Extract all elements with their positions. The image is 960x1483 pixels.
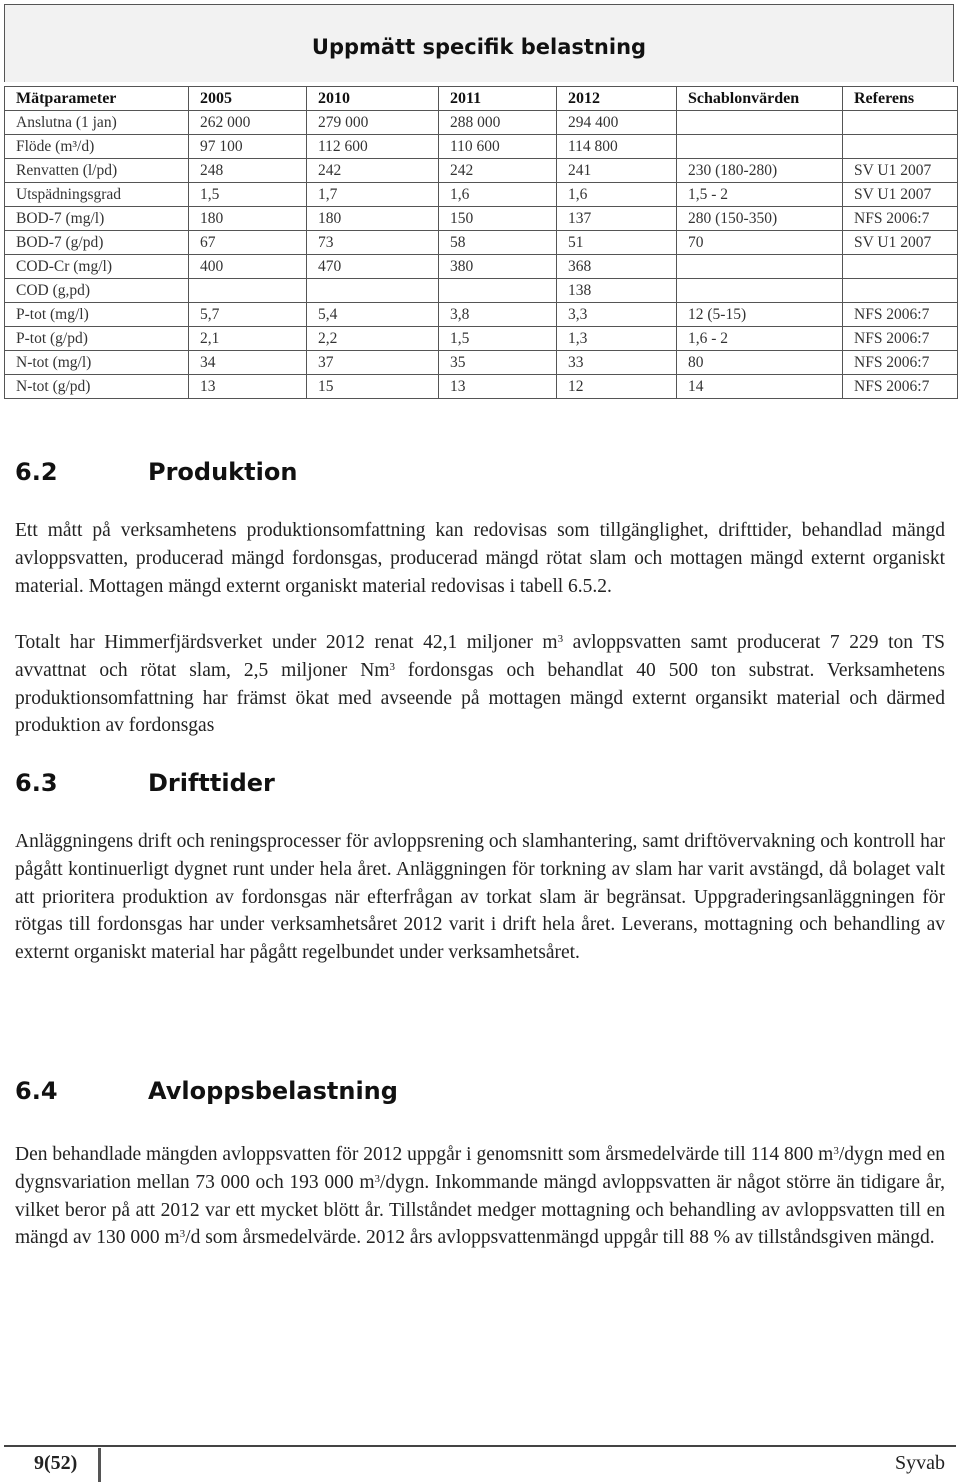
table-cell: 3,8 (439, 303, 557, 327)
table-cell: 5,4 (307, 303, 439, 327)
text-run: /d som årsmedelvärde. 2012 års avloppsvattenmängd uppgår till 88 % av tillståndsgiven mängd. (185, 1227, 935, 1249)
table-cell: 97 100 (189, 135, 307, 159)
table-cell: NFS 2006:7 (843, 327, 958, 351)
section-6-3-heading (15, 769, 275, 797)
section-number: 6.2 (15, 458, 58, 486)
table-cell: 294 400 (557, 111, 677, 135)
table-cell: BOD-7 (g/pd) (5, 231, 189, 255)
table-row (5, 351, 958, 375)
table-row (5, 303, 958, 327)
table-row (5, 135, 958, 159)
table-cell: 248 (189, 159, 307, 183)
table-cell: 400 (189, 255, 307, 279)
table-cell: 1,5 (439, 327, 557, 351)
table-cell: 5,7 (189, 303, 307, 327)
text-run: Totalt har Himmerfjärdsverket under 2012 renat 42,1 miljoner m (15, 632, 558, 653)
table-cell: 14 (677, 375, 843, 399)
table-cell: 13 (189, 375, 307, 399)
table-cell: 51 (557, 231, 677, 255)
column-header: 2005 (189, 87, 307, 111)
table-cell (677, 135, 843, 159)
table-cell: 114 800 (557, 135, 677, 159)
specific-load-table (4, 86, 958, 399)
table-cell: NFS 2006:7 (843, 303, 958, 327)
table-header-row (5, 87, 958, 111)
table-cell: 1,5 (189, 183, 307, 207)
table-body (5, 111, 958, 399)
table-cell: 1,7 (307, 183, 439, 207)
table-row (5, 279, 958, 303)
column-header: 2012 (557, 87, 677, 111)
section-title: Produktion (148, 458, 298, 486)
table-cell: 15 (307, 375, 439, 399)
table-cell: BOD-7 (mg/l) (5, 207, 189, 231)
table-cell: NFS 2006:7 (843, 351, 958, 375)
column-header: Schablonvärden (677, 87, 843, 111)
table-row (5, 159, 958, 183)
table-row (5, 255, 958, 279)
column-header: Referens (843, 87, 958, 111)
table-cell: 3,3 (557, 303, 677, 327)
superscript: 3 (374, 1172, 380, 1185)
section-title: Avloppsbelastning (148, 1077, 398, 1105)
table-cell (677, 279, 843, 303)
table-row (5, 375, 958, 399)
table-cell: 1,3 (557, 327, 677, 351)
table-cell: 70 (677, 231, 843, 255)
superscript: 3 (179, 1228, 186, 1241)
table-row (5, 207, 958, 231)
section-6-4-heading (15, 1077, 398, 1105)
table-cell: COD (g,pd) (5, 279, 189, 303)
section-6-2-heading (15, 458, 297, 486)
table-cell: 150 (439, 207, 557, 231)
table-cell: 138 (557, 279, 677, 303)
table-row (5, 327, 958, 351)
table-cell: 13 (439, 375, 557, 399)
table-cell: COD-Cr (mg/l) (5, 255, 189, 279)
table-cell: 180 (307, 207, 439, 231)
table-cell (843, 279, 958, 303)
text-run: /dygn. Inkommande mängd avloppsvatten är något större än tidigare år, vilket beror på att 2012 var ett mycket blött år. Tillståndet medger mottagning och behandling av avloppsvatten till en mängd av 130 000 m (15, 1171, 945, 1249)
table-cell: 112 600 (307, 135, 439, 159)
table-row (5, 183, 958, 207)
table-cell: NFS 2006:7 (843, 207, 958, 231)
column-header: 2011 (439, 87, 557, 111)
table-cell: Utspädningsgrad (5, 183, 189, 207)
table-cell: 1,6 (439, 183, 557, 207)
section-6-2-paragraph-2 (15, 629, 945, 740)
table-cell: SV U1 2007 (843, 231, 958, 255)
footer-divider (98, 1448, 101, 1482)
table-cell: 80 (677, 351, 843, 375)
table-cell: NFS 2006:7 (843, 375, 958, 399)
company-name: Syvab (895, 1452, 945, 1474)
column-header: 2010 (307, 87, 439, 111)
table-cell: Flöde (m³/d) (5, 135, 189, 159)
page-number: 9(52) (34, 1452, 78, 1474)
table-cell: 380 (439, 255, 557, 279)
table-cell (843, 255, 958, 279)
section-number: 6.4 (15, 1077, 58, 1105)
table-title: Uppmätt specifik belastning (311, 35, 647, 59)
table-cell: 280 (150-350) (677, 207, 843, 231)
section-number: 6.3 (15, 769, 58, 797)
table-cell: Renvatten (l/pd) (5, 159, 189, 183)
table-cell: 242 (307, 159, 439, 183)
table-cell: 67 (189, 231, 307, 255)
table-cell: P-tot (g/pd) (5, 327, 189, 351)
table-cell: 37 (307, 351, 439, 375)
table-cell: 470 (307, 255, 439, 279)
table-cell: 1,6 - 2 (677, 327, 843, 351)
table-cell (843, 135, 958, 159)
column-header: Mätparameter (5, 87, 189, 111)
table-cell (843, 111, 958, 135)
table-cell: 230 (180-280) (677, 159, 843, 183)
table-cell: P-tot (mg/l) (5, 303, 189, 327)
table-cell: 12 (5-15) (677, 303, 843, 327)
table-cell: 137 (557, 207, 677, 231)
table-cell: 1,6 (557, 183, 677, 207)
table-cell (677, 111, 843, 135)
table-cell: N-tot (g/pd) (5, 375, 189, 399)
section-6-2-paragraph-1: Ett mått på verksamhetens produktionsomfattning kan redovisas som tillgänglighet, drifttider, behandlad mängd avloppsvatten, producerad mängd fordonsgas, producerad mängd rötat slam och mottagen mängd externt organiskt material. Mottagen mängd externt organiskt material redovisas i tabell 6.5.2. (15, 520, 945, 597)
text-run: /dygn med en dygnsvariation mellan 73 000 och 193 000 m (15, 1144, 945, 1193)
table-cell: 2,1 (189, 327, 307, 351)
superscript: 3 (557, 633, 564, 645)
section-title: Drifttider (148, 769, 275, 797)
table-cell: 12 (557, 375, 677, 399)
table-cell: 2,2 (307, 327, 439, 351)
table-cell: SV U1 2007 (843, 183, 958, 207)
table-cell: 279 000 (307, 111, 439, 135)
table-cell: 241 (557, 159, 677, 183)
table-row (5, 111, 958, 135)
table-cell: 242 (439, 159, 557, 183)
table-cell: 35 (439, 351, 557, 375)
table-cell: 1,5 - 2 (677, 183, 843, 207)
table-cell: 34 (189, 351, 307, 375)
table-cell (677, 255, 843, 279)
section-6-3-paragraph-1: Anläggningens drift och reningsprocesser för avloppsrening och slamhantering, samt driftövervakning och kontroll har pågått kontinuerligt dygnet runt under hela året. Anläggningen för torkning av slam har varit avstängd, då bolaget valt att prioritera produktion av fordonsgas när efterfrågan av torkat slam är begränsat. Uppgraderingsanläggningen för rötgas till fordonsgas har under verksamhetsåret 2012 varit i drift hela året. Leverans, mottagning och behandling av externt organiskt material har pågått regelbundet under verksamhetsåret. (15, 831, 945, 964)
table-row (5, 231, 958, 255)
superscript: 3 (833, 1145, 839, 1157)
page-footer (0, 1440, 960, 1483)
table-cell: 110 600 (439, 135, 557, 159)
table-cell: 58 (439, 231, 557, 255)
table-title-box (4, 4, 954, 82)
table-cell: 73 (307, 231, 439, 255)
table-cell (189, 279, 307, 303)
table-cell: 288 000 (439, 111, 557, 135)
table-cell (307, 279, 439, 303)
table-cell: 180 (189, 207, 307, 231)
text-run: Den behandlade mängden avloppsvatten för 2012 uppgår i genomsnitt som årsmedelvärde till 114 800 m (15, 1144, 834, 1165)
table-cell: N-tot (mg/l) (5, 351, 189, 375)
text-run: fordonsgas och behandlat 40 500 ton substrat. Verksamhetens produktionsomfattning har främst ökat med avseende på mottagen mängd externt organsikt material och därmed produktion av fordonsgas (15, 659, 945, 737)
section-6-4-paragraph-1 (15, 1141, 945, 1252)
superscript: 3 (389, 660, 395, 673)
footer-rule (4, 1445, 956, 1447)
table-cell (439, 279, 557, 303)
table-cell: SV U1 2007 (843, 159, 958, 183)
table-cell: Anslutna (1 jan) (5, 111, 189, 135)
table-cell: 262 000 (189, 111, 307, 135)
text-run: avloppsvatten samt producerat 7 229 ton TS avvattnat och rötat slam, 2,5 miljoner Nm (15, 632, 945, 681)
table-cell: 33 (557, 351, 677, 375)
table-cell: 368 (557, 255, 677, 279)
